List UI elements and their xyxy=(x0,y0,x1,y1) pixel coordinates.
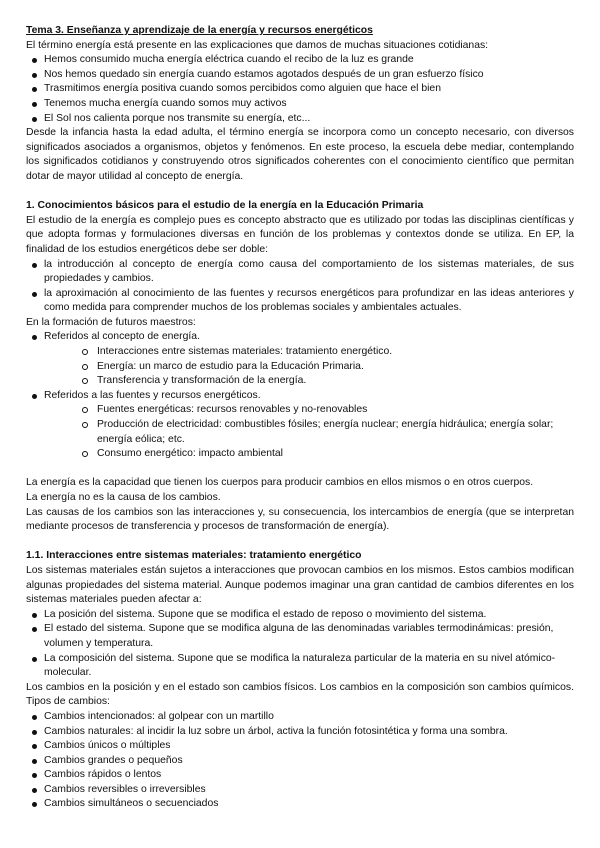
list-item xyxy=(26,389,574,462)
list-item: La posición del sistema. Supone que se modifica el estado de reposo o movimiento del sistema. xyxy=(26,608,574,623)
sub-list-item: Interacciones entre sistemas materiales: tratamiento energético. xyxy=(80,345,574,360)
energy-examples-list xyxy=(26,53,574,126)
list-item xyxy=(26,330,574,388)
sub-list xyxy=(44,345,574,389)
sub-list-item: Energía: un marco de estudio para la Educación Primaria. xyxy=(80,360,574,375)
sub-list xyxy=(44,403,574,461)
list-item: Cambios grandes o pequeños xyxy=(26,754,574,769)
list-item: El estado del sistema. Supone que se modifica alguna de las denominadas variables termodinámicas: presión, volumen y temperatura. xyxy=(26,622,574,651)
subsection-heading: 1.1. Interacciones entre sistemas materiales: tratamiento energético xyxy=(26,550,362,562)
paragraph: Los sistemas materiales están sujetos a interacciones que provocan cambios en los mismos. Estos cambios modifican algunas propiedades del sistema material. Aunque podemos imaginar una gran cantidad de cambios diferentes en los sistemas materiales pueden afectar a: xyxy=(26,564,574,606)
purpose-list xyxy=(26,258,574,316)
list-item: Cambios naturales: al incidir la luz sobre un árbol, activa la función fotosintética y forma una sombra. xyxy=(26,725,574,740)
paragraph: El estudio de la energía es complejo pues es concepto abstracto que es utilizado por todas las disciplinas científicas y que adopta formas y formulaciones diversas en función de los problemas y contextos donde se utiliza. En EP, la finalidad de los estudios energéticos debe ser doble: xyxy=(26,214,574,255)
sub-list-item: Producción de electricidad: combustibles fósiles; energía nuclear; energía hidráulica; energía solar; energía eólica; etc. xyxy=(80,418,574,447)
list-item: Cambios intencionados: al golpear con un martillo xyxy=(26,710,574,725)
change-aspects-list xyxy=(26,608,574,681)
sub-list-item: Consumo energético: impacto ambiental xyxy=(80,447,574,462)
list-item: la introducción al concepto de energía como causa del comportamiento de los sistemas materiales, de sus propiedades y cambios. xyxy=(26,258,574,287)
training-list xyxy=(26,330,574,461)
list-item: Cambios rápidos o lentos xyxy=(26,768,574,783)
list-item: Cambios simultáneos o secuenciados xyxy=(26,797,574,812)
group-label: Referidos al concepto de energía. xyxy=(44,331,200,343)
definition-text: La energía es la capacidad que tienen los cuerpos para producir cambios en ellos mismos o en otros cuerpos. xyxy=(26,477,534,489)
paragraph: En la formación de futuros maestros: xyxy=(26,316,196,328)
change-types-list xyxy=(26,710,574,812)
list-item: Hemos consumido mucha energía eléctrica cuando el recibo de la luz es grande xyxy=(26,53,574,68)
list-item: El Sol nos calienta porque nos transmite su energía, etc... xyxy=(26,112,574,127)
paragraph: Desde la infancia hasta la edad adulta, el término energía se incorpora como un concepto necesario, con diversos significados asociados a organismos, objetos y fenómenos. En este proceso, la escuela debe mediar, contemplando los significados cotidianos y construyendo otros significados coherentes con el conocimiento científico que permitan dotar de mayor utilidad al concepto de energía. xyxy=(26,127,574,182)
sub-list-item: Fuentes energéticas: recursos renovables y no-renovables xyxy=(80,403,574,418)
section-heading: 1. Conocimientos básicos para el estudio de la energía en la Educación Primaria xyxy=(26,200,424,212)
list-item: Trasmitimos energía positiva cuando somos percibidos como alguien que hace el bien xyxy=(26,82,574,97)
group-label: Referidos a las fuentes y recursos energéticos. xyxy=(44,389,261,401)
list-item: Cambios únicos o múltiples xyxy=(26,739,574,754)
document-page xyxy=(26,24,574,812)
paragraph: Los cambios en la posición y en el estado son cambios físicos. Los cambios en la composición son cambios químicos. Tipos de cambios: xyxy=(26,681,574,708)
definition-text: Las causas de los cambios son las interacciones y, su consecuencia, los intercambios de energía (que se interpretan mediante procesos de transferencia y procesos de transformación de energía). xyxy=(26,506,574,533)
definition-text: La energía no es la causa de los cambios. xyxy=(26,492,221,503)
list-item: Cambios reversibles o irreversibles xyxy=(26,783,574,798)
intro-text: El término energía está presente en las explicaciones que damos de muchas situaciones cotidianas: xyxy=(26,39,489,51)
list-item: Nos hemos quedado sin energía cuando estamos agotados después de un gran esfuerzo físico xyxy=(26,68,574,83)
page-title: Tema 3. Enseñanza y aprendizaje de la energía y recursos energéticos xyxy=(26,25,373,36)
list-item: la aproximación al conocimiento de las fuentes y recursos energéticos para profundizar en las ideas anteriores y como medida para comprender muchos de los problemas sociales y ambientales actuales. xyxy=(26,287,574,316)
list-item: Tenemos mucha energía cuando somos muy activos xyxy=(26,97,574,112)
sub-list-item: Transferencia y transformación de la energía. xyxy=(80,374,574,389)
list-item: La composición del sistema. Supone que se modifica la naturaleza particular de la materia en su nivel atómico-molecular. xyxy=(26,652,574,681)
